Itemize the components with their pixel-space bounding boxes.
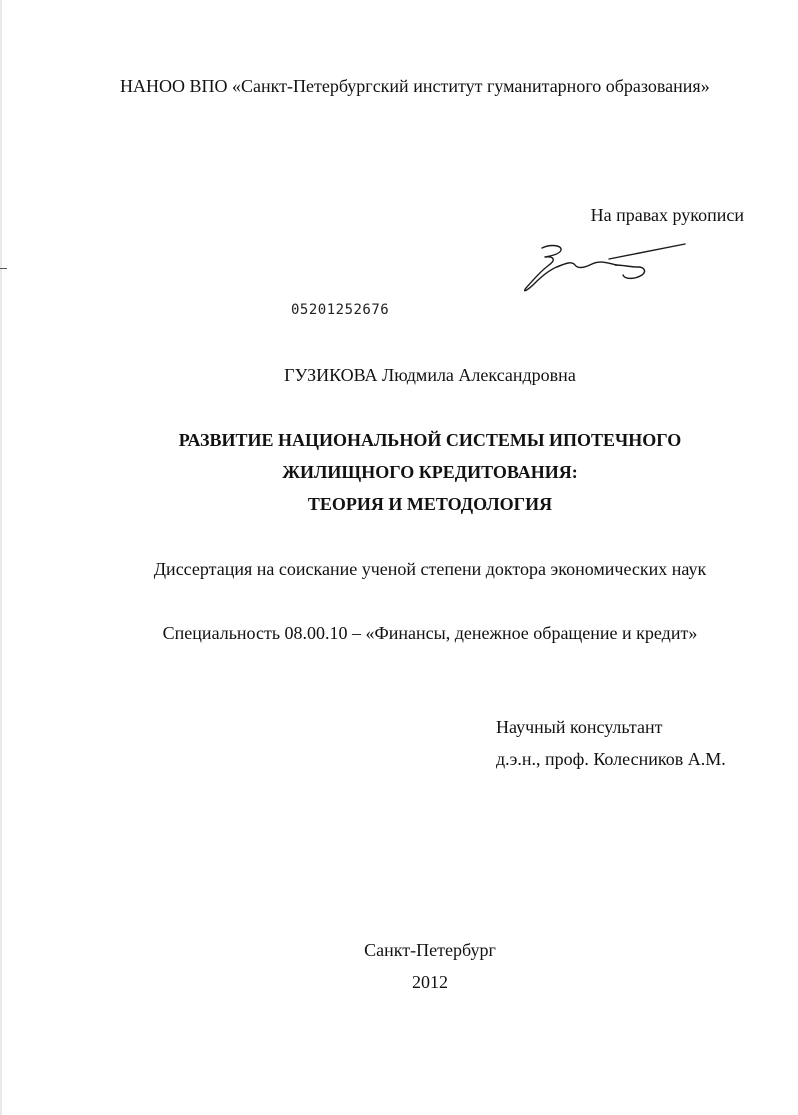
institution-name: НАНОО ВПО «Санкт-Петербургский институт гуманитарного образования» [120, 76, 710, 96]
dissertation-description: Диссертация на соискание ученой степени доктора экономических наук [153, 559, 707, 579]
specialty-line: Специальность 08.00.10 – «Финансы, денежное обращение и кредит» [162, 623, 698, 643]
consultant-name: д.э.н., проф. Колесников А.М. [496, 749, 726, 769]
manuscript-rights-label: На правах рукописи [590, 205, 744, 225]
title-line: ЖИЛИЩНОГО КРЕДИТОВАНИЯ: [282, 462, 578, 482]
title-line: РАЗВИТИЕ НАЦИОНАЛЬНОЙ СИСТЕМЫ ИПОТЕЧНОГО [178, 430, 682, 450]
scan-mark [0, 268, 7, 269]
signature-icon [520, 238, 692, 302]
author-name: ГУЗИКОВА Людмила Александровна [284, 365, 576, 385]
title-line: ТЕОРИЯ И МЕТОДОЛОГИЯ [307, 494, 553, 514]
document-code: 05201252676 [291, 302, 390, 318]
city: Санкт-Петербург [364, 940, 496, 960]
year: 2012 [412, 972, 448, 992]
consultant-label: Научный консультант [496, 717, 663, 737]
